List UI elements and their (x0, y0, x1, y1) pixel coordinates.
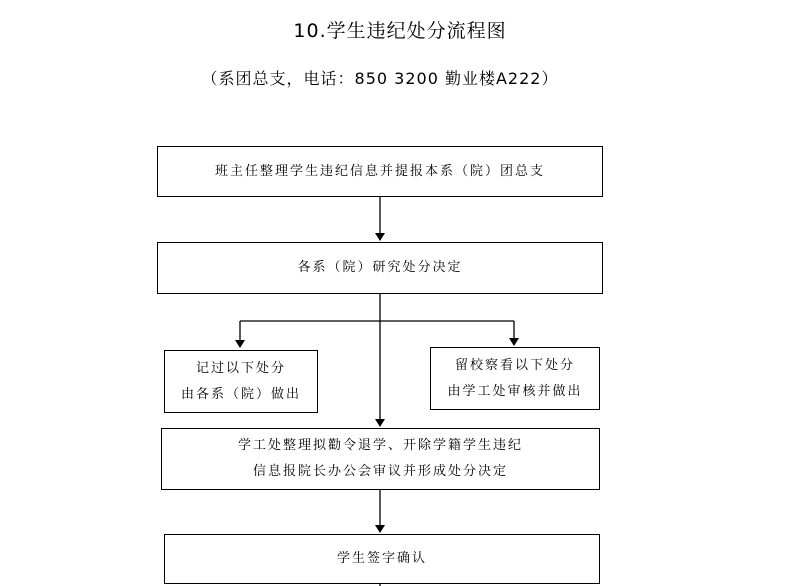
right-branch-line1: 留校察看以下处分 (454, 357, 575, 373)
step3-line2: 信息报院长办公会审议并形成处分决定 (252, 464, 508, 479)
left-branch-box (164, 350, 318, 413)
step2-box (157, 242, 603, 294)
step4-box (164, 534, 600, 584)
step4-text: 学生签字确认 (336, 551, 427, 566)
step3-box (161, 428, 600, 490)
step1-box (157, 146, 603, 197)
step1-text: 班主任整理学生违纪信息并提报本系（院）团总支 (214, 163, 545, 179)
contact-info: （系团总支，电话：850 3200 勤业楼A222） (201, 69, 559, 88)
right-branch-line2: 由学工处审核并做出 (447, 383, 583, 399)
left-branch-line2: 由各系（院）做出 (180, 386, 301, 402)
left-branch-line1: 记过以下处分 (195, 360, 286, 376)
step2-text: 各系（院）研究处分决定 (297, 260, 463, 275)
right-branch-box (430, 347, 600, 410)
step3-line1: 学工处整理拟勸令退学、开除学籍学生违纪 (237, 438, 523, 453)
diagram-title: 10.学生违纪处分流程图 (293, 20, 507, 42)
